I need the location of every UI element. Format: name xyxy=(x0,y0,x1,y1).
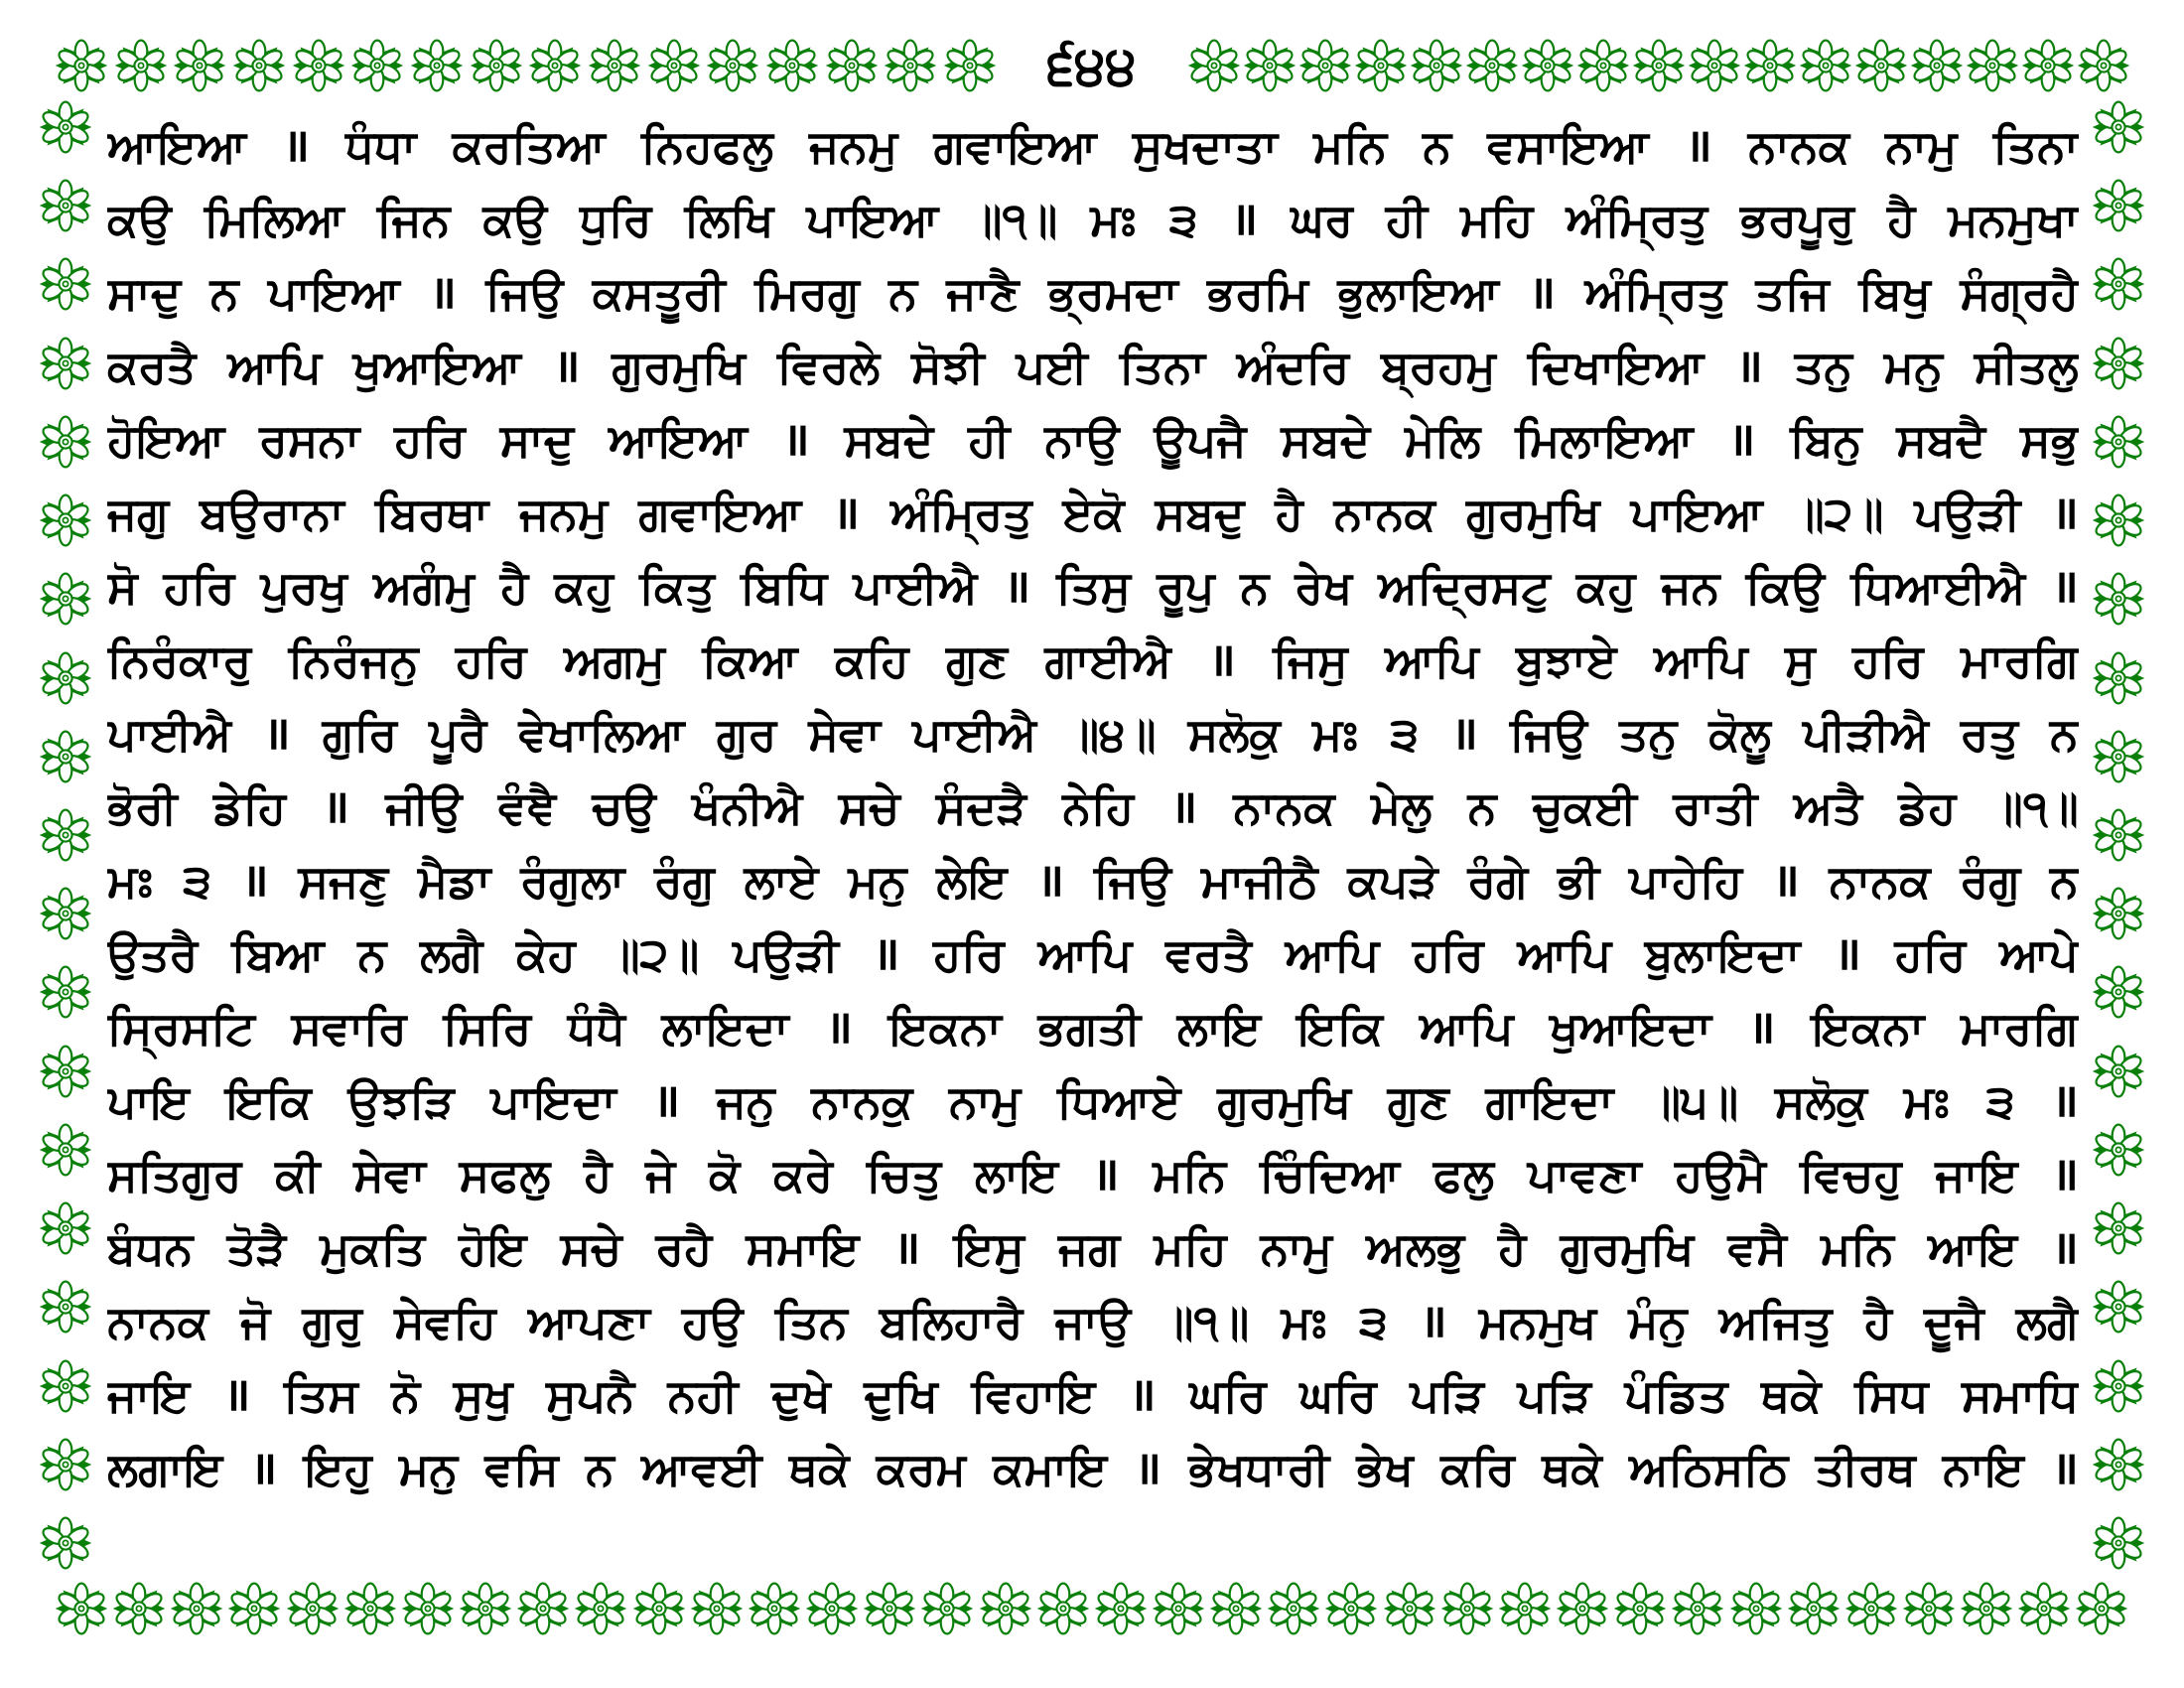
flower-icon xyxy=(862,1581,917,1636)
flower-icon xyxy=(2091,1200,2146,1256)
flower-icon xyxy=(38,729,93,784)
flower-icon xyxy=(2016,1581,2072,1636)
text-line: ਨਿਰੰਕਾਰੁ ਨਿਰੰਜਨੁ ਹਰਿ ਅਗਮੁ ਕਿਆ ਕਹਿ ਗੁਣ ਗਾਈਐ ॥ ਜਿਸੁ ਆਪਿ ਬੁਝਾਏ ਆਪਿ ਸੁ ਹਰਿ ਮਾਰਗਿ xyxy=(107,633,2079,687)
flower-icon xyxy=(38,414,93,470)
flower-icon xyxy=(2091,492,2146,548)
flower-icon xyxy=(2091,964,2146,1020)
flower-icon xyxy=(1631,38,1687,93)
flower-icon xyxy=(38,256,93,312)
flower-icon xyxy=(54,38,109,93)
text-line: ਲਗਾਇ ॥ ਇਹੁ ਮਨੁ ਵਸਿ ਨ ਆਵਈ ਥਕੇ ਕਰਮ ਕਮਾਇ ॥ ਭੇਖਧਾਰੀ ਭੇਖ ਕਰਿ ਥਕੇ ਅਠਿਸਠਿ ਤੀਰਥ ਨਾਇ ॥ xyxy=(107,1441,2079,1495)
flower-icon xyxy=(1409,38,1464,93)
flower-icon xyxy=(38,99,93,155)
text-line: ਸ੍ਰਿਸਟਿ ਸਵਾਰਿ ਸਿਰਿ ਧੰਧੈ ਲਾਇਦਾ ॥ ਇਕਨਾ ਭਗਤੀ ਲਾਇ ਇਕਿ ਆਪਿ ਖੁਆਇਦਾ ॥ ਇਕਨਾ ਮਾਰਗਿ xyxy=(107,1000,2079,1055)
flower-icon xyxy=(231,38,287,93)
flower-icon xyxy=(2020,38,2076,93)
text-line: ਹੋਇਆ ਰਸਨਾ ਹਰਿ ਸਾਦੁ ਆਇਆ ॥ ਸਬਦੇ ਹੀ ਨਾਉ ਊਪਜੈ ਸਬਦੇ ਮੇਲਿ ਮਿਲਾਇਆ ॥ ਬਿਨੁ ਸਬਦੈ ਸਭੁ xyxy=(107,412,2079,467)
flower-icon xyxy=(747,1581,802,1636)
flower-icon xyxy=(409,38,465,93)
flower-icon xyxy=(1575,38,1631,93)
flower-icon xyxy=(587,38,642,93)
flower-icon xyxy=(226,1581,282,1636)
flower-icon xyxy=(38,886,93,941)
flower-icon xyxy=(1901,1581,1957,1636)
text-line: ਮਃ ੩ ॥ ਸਜਣੁ ਮੈਡਾ ਰੰਗੁਲਾ ਰੰਗੁ ਲਾਏ ਮਨੁ ਲੇਇ ॥ ਜਿਉ ਮਾਜੀਠੈ ਕਪੜੇ ਰੰਗੇ ਭੀ ਪਾਹੇਹਿ ॥ ਨਾਨਕ ਰੰਗੁ ਨ xyxy=(107,853,2079,908)
flower-icon xyxy=(285,1581,341,1636)
flower-icon xyxy=(1786,1581,1842,1636)
flower-icon xyxy=(38,336,93,391)
flower-icon xyxy=(2091,336,2146,391)
flower-icon xyxy=(2091,650,2146,706)
flower-icon xyxy=(2076,38,2131,93)
flower-icon xyxy=(705,38,760,93)
flower-icon xyxy=(1151,1581,1206,1636)
flower-icon xyxy=(2091,1437,2146,1492)
text-line: ਸਤਿਗੁਰ ਕੀ ਸੇਵਾ ਸਫਲੁ ਹੈ ਜੇ ਕੋ ਕਰੇ ਚਿਤੁ ਲਾਇ ॥ ਮਨਿ ਚਿੰਦਿਆ ਫਲੁ ਪਾਵਣਾ ਹਉਮੈ ਵਿਚਹੁ ਜਾਇ ॥ xyxy=(107,1147,2079,1201)
flower-icon xyxy=(169,1581,224,1636)
flower-icon xyxy=(38,1044,93,1099)
flower-icon xyxy=(1035,1581,1091,1636)
flower-icon xyxy=(38,1358,93,1414)
flower-icon xyxy=(2091,807,2146,863)
flower-icon xyxy=(1242,38,1297,93)
flower-icon xyxy=(824,38,880,93)
flower-icon xyxy=(883,38,938,93)
flower-icon xyxy=(804,1581,860,1636)
flower-icon xyxy=(1555,1581,1610,1636)
text-line: ਸੋ ਹਰਿ ਪੁਰਖੁ ਅਗੰਮੁ ਹੈ ਕਹੁ ਕਿਤੁ ਬਿਧਿ ਪਾਈਐ ॥ ਤਿਸੁ ਰੂਪੁ ਨ ਰੇਖ ਅਦ੍ਰਿਸਟੁ ਕਹੁ ਜਨ ਕਿਉ ਧਿਆਈਐ ॥ xyxy=(107,559,2079,614)
flower-icon xyxy=(1520,38,1575,93)
flower-icon xyxy=(113,38,169,93)
flower-icon xyxy=(469,38,524,93)
text-line: ਸਾਦੁ ਨ ਪਾਇਆ ॥ ਜਿਉ ਕਸਤੂਰੀ ਮਿਰਗੁ ਨ ਜਾਣੈ ਭ੍ਰਮਦਾ ਭਰਮਿ ਭੁਲਾਇਆ ॥ ਅੰਮ੍ਰਿਤੁ ਤਜਿ ਬਿਖੁ ਸੰਗ੍ਰਹੈ xyxy=(107,265,2079,320)
flower-icon xyxy=(400,1581,456,1636)
flower-icon xyxy=(1728,1581,1784,1636)
flower-icon xyxy=(172,38,227,93)
flower-icon xyxy=(978,1581,1033,1636)
flower-icon xyxy=(2091,99,2146,155)
flower-icon xyxy=(1323,1581,1379,1636)
bottom-border-ornaments xyxy=(54,1579,2130,1638)
flower-icon xyxy=(573,1581,628,1636)
flower-icon xyxy=(1612,1581,1668,1636)
flower-icon xyxy=(2074,1581,2129,1636)
text-line: ਬੰਧਨ ਤੋੜੈ ਮੁਕਤਿ ਹੋਇ ਸਚੇ ਰਹੈ ਸਮਾਇ ॥ ਇਸੁ ਜਗ ਮਹਿ ਨਾਮੁ ਅਲਭੁ ਹੈ ਗੁਰਮੁਖਿ ਵਸੈ ਮਨਿ ਆਇ ॥ xyxy=(107,1220,2079,1275)
flower-icon xyxy=(38,807,93,863)
flower-icon xyxy=(1742,38,1798,93)
flower-icon xyxy=(2091,1515,2146,1571)
flower-icon xyxy=(1266,1581,1321,1636)
flower-icon xyxy=(1853,38,1909,93)
flower-icon xyxy=(1798,38,1853,93)
flower-icon xyxy=(2091,1358,2146,1414)
flower-icon xyxy=(342,1581,398,1636)
text-line: ਆਇਆ ॥ ਧੰਧਾ ਕਰਤਿਆ ਨਿਹਫਲੁ ਜਨਮੁ ਗਵਾਇਆ ਸੁਖਦਾਤਾ ਮਨਿ ਨ ਵਸਾਇਆ ॥ ਨਾਨਕ ਨਾਮੁ ਤਿਨਾ xyxy=(107,118,2079,173)
flower-icon xyxy=(38,1200,93,1256)
flower-icon xyxy=(38,178,93,233)
text-line: ਭੋਰੀ ਡੇਹਿ ॥ ਜੀਉ ਵੰਞੈ ਚਉ ਖੰਨੀਐ ਸਚੇ ਸੰਦੜੈ ਨੇਹਿ ॥ ਨਾਨਕ ਮੇਲੁ ਨ ਚੁਕਈ ਰਾਤੀ ਅਤੈ ਡੇਹ ॥੧॥ xyxy=(107,779,2079,834)
flower-icon xyxy=(38,1515,93,1571)
flower-icon xyxy=(1382,1581,1437,1636)
flower-icon xyxy=(919,1581,975,1636)
top-border xyxy=(54,36,2130,95)
flower-icon xyxy=(2091,729,2146,784)
flower-icon xyxy=(1843,1581,1899,1636)
page-number: ੬੪੪ xyxy=(1047,34,1137,96)
flower-icon xyxy=(38,492,93,548)
flower-icon xyxy=(515,1581,571,1636)
flower-icon xyxy=(2091,414,2146,470)
flower-icon xyxy=(38,650,93,706)
text-line: ਜਾਇ ॥ ਤਿਸ ਨੋ ਸੁਖੁ ਸੁਪਨੈ ਨਹੀ ਦੁਖੇ ਦੁਖਿ ਵਿਹਾਇ ॥ ਘਰਿ ਘਰਿ ਪੜਿ ਪੜਿ ਪੰਡਿਤ ਥਕੇ ਸਿਧ ਸਮਾਧਿ xyxy=(107,1367,2079,1422)
left-border-ornaments xyxy=(38,99,93,1571)
right-border-ornaments xyxy=(2091,99,2146,1571)
flower-icon xyxy=(1439,1581,1495,1636)
flower-icon xyxy=(2091,1122,2146,1178)
flower-icon xyxy=(1297,38,1353,93)
flower-icon xyxy=(1497,1581,1553,1636)
flower-icon xyxy=(631,1581,687,1636)
flower-icon xyxy=(689,1581,745,1636)
flower-icon xyxy=(764,38,820,93)
flower-icon xyxy=(1687,38,1742,93)
flower-icon xyxy=(2091,256,2146,312)
text-line: ਜਗੁ ਬਉਰਾਨਾ ਬਿਰਥਾ ਜਨਮੁ ਗਵਾਇਆ ॥ ਅੰਮ੍ਰਿਤੁ ਏਕੋ ਸਬਦੁ ਹੈ ਨਾਨਕ ਗੁਰਮੁਖਿ ਪਾਇਆ ॥੨॥ ਪਉੜੀ ॥ xyxy=(107,486,2079,540)
text-line: ਉਤਰੈ ਬਿਆ ਨ ਲਗੈ ਕੇਹ ॥੨॥ ਪਉੜੀ ॥ ਹਰਿ ਆਪਿ ਵਰਤੈ ਆਪਿ ਹਰਿ ਆਪਿ ਬੁਲਾਇਦਾ ॥ ਹਰਿ ਆਪੇ xyxy=(107,926,2079,981)
flower-icon xyxy=(1464,38,1520,93)
text-line: ਨਾਨਕ ਜੋ ਗੁਰੁ ਸੇਵਹਿ ਆਪਣਾ ਹਉ ਤਿਨ ਬਲਿਹਾਰੈ ਜਾਉ ॥੧॥ ਮਃ ੩ ॥ ਮਨਮੁਖ ਮੰਨੁ ਅਜਿਤੁ ਹੈ ਦੂਜੈ ਲਗੈ xyxy=(107,1294,2079,1348)
flower-icon xyxy=(111,1581,167,1636)
flower-icon xyxy=(527,38,583,93)
flower-icon xyxy=(1353,38,1409,93)
flower-icon xyxy=(54,1581,109,1636)
flower-icon xyxy=(38,1437,93,1492)
text-line: ਪਾਇ ਇਕਿ ਉਝੜਿ ਪਾਇਦਾ ॥ ਜਨੁ ਨਾਨਕੁ ਨਾਮੁ ਧਿਆਏ ਗੁਰਮੁਖਿ ਗੁਣ ਗਾਇਦਾ ॥੫॥ ਸਲੋਕੁ ਮਃ ੩ ॥ xyxy=(107,1073,2079,1128)
scripture-text xyxy=(107,101,2079,1497)
flower-icon xyxy=(942,38,998,93)
flower-icon xyxy=(2091,1279,2146,1335)
top-border-right-ornaments xyxy=(1186,38,2130,93)
flower-icon xyxy=(1186,38,1242,93)
flower-icon xyxy=(2091,1044,2146,1099)
flower-icon xyxy=(458,1581,513,1636)
flower-icon xyxy=(2091,886,2146,941)
flower-icon xyxy=(349,38,405,93)
flower-icon xyxy=(38,964,93,1020)
text-line: ਕਉ ਮਿਲਿਆ ਜਿਨ ਕਉ ਧੁਰਿ ਲਿਖਿ ਪਾਇਆ ॥੧॥ ਮਃ ੩ ॥ ਘਰ ਹੀ ਮਹਿ ਅੰਮ੍ਰਿਤੁ ਭਰਪੂਰੁ ਹੈ ਮਨਮੁਖਾ xyxy=(107,192,2079,246)
flower-icon xyxy=(2091,178,2146,233)
flower-icon xyxy=(38,1122,93,1178)
flower-icon xyxy=(1965,38,2020,93)
flower-icon xyxy=(38,1279,93,1335)
flower-icon xyxy=(1670,1581,1725,1636)
flower-icon xyxy=(646,38,702,93)
flower-icon xyxy=(1093,1581,1149,1636)
top-border-left-ornaments xyxy=(54,38,998,93)
flower-icon xyxy=(1208,1581,1264,1636)
text-line: ਕਰਤੈ ਆਪਿ ਖੁਆਇਆ ॥ ਗੁਰਮੁਖਿ ਵਿਰਲੇ ਸੋਝੀ ਪਈ ਤਿਨਾ ਅੰਦਰਿ ਬ੍ਰਹਮੁ ਦਿਖਾਇਆ ॥ ਤਨੁ ਮਨੁ ਸੀਤਲੁ xyxy=(107,339,2079,393)
text-line: ਪਾਈਐ ॥ ਗੁਰਿ ਪੂਰੈ ਵੇਖਾਲਿਆ ਗੁਰ ਸੇਵਾ ਪਾਈਐ ॥੪॥ ਸਲੋਕੁ ਮਃ ੩ ॥ ਜਿਉ ਤਨੁ ਕੋਲੂ ਪੀੜੀਐ ਰਤੁ ਨ xyxy=(107,706,2079,761)
flower-icon xyxy=(1959,1581,2014,1636)
flower-icon xyxy=(291,38,346,93)
flower-icon xyxy=(38,571,93,627)
flower-icon xyxy=(1909,38,1965,93)
flower-icon xyxy=(2091,571,2146,627)
